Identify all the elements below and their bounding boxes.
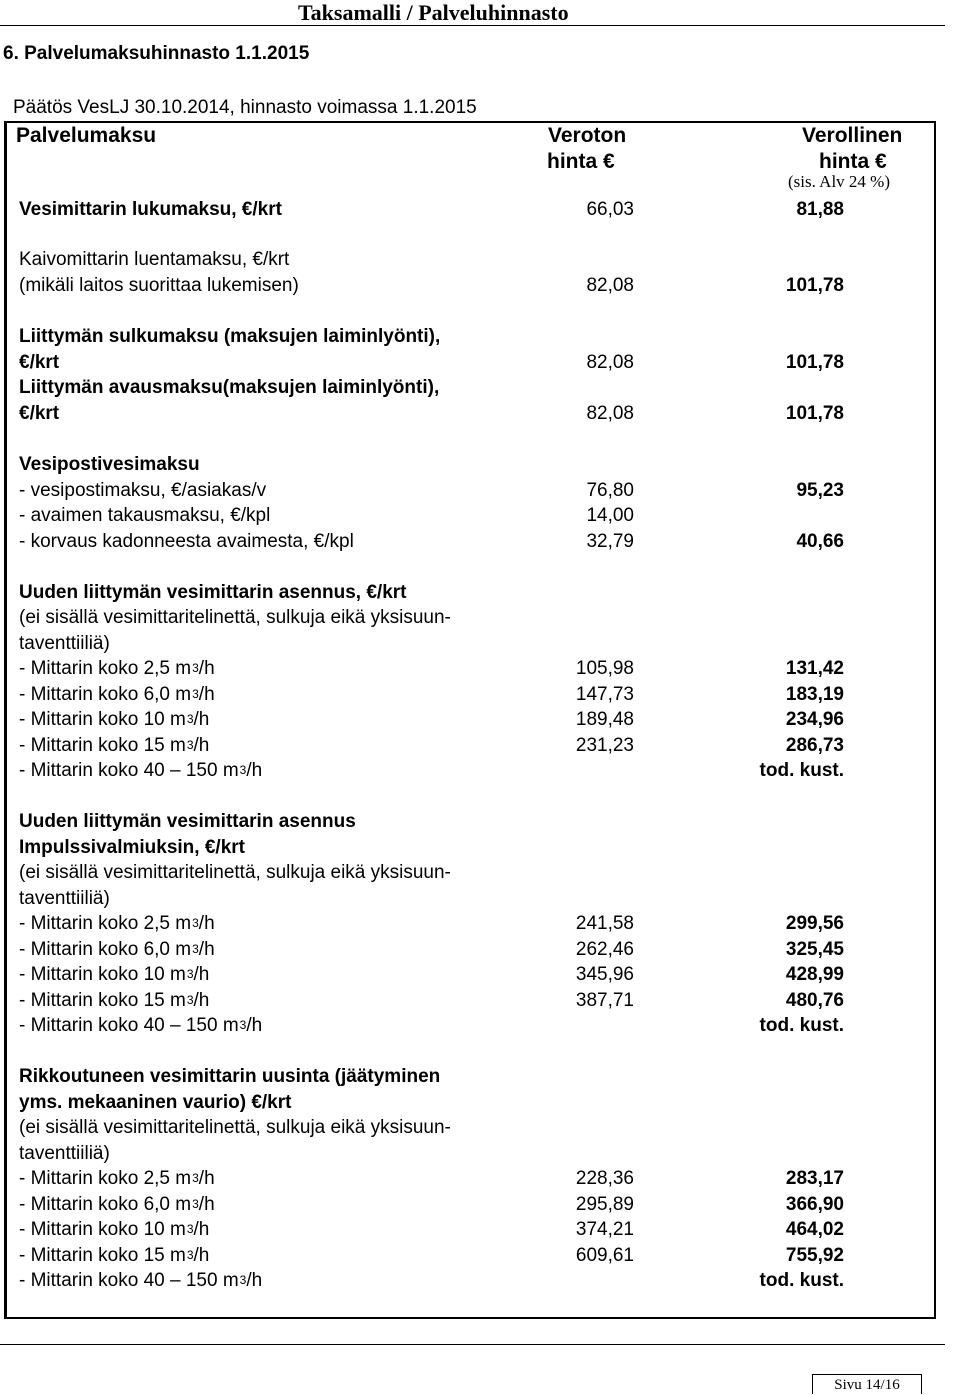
row-label: yms. mekaaninen vaurio) €/krt	[19, 1092, 292, 1113]
row-gross-price: 428,99	[785, 964, 844, 985]
row-label: Kaivomittarin luentamaksu, €/krt	[19, 249, 290, 270]
row-label: - Mittarin koko 6,0 $m^3/h$	[19, 939, 215, 960]
row-gross-price: 81,88	[796, 199, 844, 220]
row-net-price: 231,23	[575, 735, 634, 756]
row-gross-price: 101,78	[785, 275, 844, 296]
header-rule	[0, 25, 945, 26]
column-header-gross-line1: Verollinen	[802, 124, 903, 147]
row-net-price: 14,00	[586, 505, 634, 526]
document-title: 6. Palvelumaksuhinnasto 1.1.2015	[3, 43, 310, 64]
price-table	[4, 121, 936, 1319]
vat-note: (sis. Alv 24 %)	[788, 172, 890, 191]
row-label: - Mittarin koko 10 $m^3/h$	[19, 1219, 210, 1240]
row-label: Liittymän avausmaksu(maksujen laiminlyönti),	[19, 377, 440, 398]
row-net-price: 82,08	[586, 275, 634, 296]
row-net-price: 147,73	[575, 684, 634, 705]
row-label: - Mittarin koko 10 $m^3/h$	[19, 964, 210, 985]
row-net-price: 105,98	[575, 658, 634, 679]
row-label: taventtiiliä)	[19, 888, 110, 909]
row-net-price: 66,03	[586, 199, 634, 220]
row-gross-price: tod. kust.	[759, 1270, 844, 1291]
row-net-price: 82,08	[586, 403, 634, 424]
column-header-net-line1: Veroton	[548, 124, 627, 147]
row-label: - Mittarin koko 6,0 $m^3/h$	[19, 684, 215, 705]
row-gross-price: 131,42	[785, 658, 844, 679]
row-net-price: 262,46	[575, 939, 634, 960]
row-label: (ei sisällä vesimittaritelinettä, sulkuja eikä yksisuun-	[19, 1117, 451, 1138]
row-label: - avaimen takausmaksu, €/kpl	[19, 505, 271, 526]
row-gross-price: 286,73	[785, 735, 844, 756]
row-label: (mikäli laitos suorittaa lukemisen)	[19, 275, 299, 296]
row-label: - korvaus kadonneesta avaimesta, €/kpl	[19, 531, 354, 552]
row-gross-price: 366,90	[785, 1194, 844, 1215]
row-label: taventtiiliä)	[19, 633, 110, 654]
row-label: (ei sisällä vesimittaritelinettä, sulkuja eikä yksisuun-	[19, 862, 451, 883]
row-gross-price: tod. kust.	[759, 1015, 844, 1036]
row-label: €/krt	[19, 403, 60, 424]
row-gross-price: 183,19	[785, 684, 844, 705]
row-label: - Mittarin koko 15 $m^3/h$	[19, 1245, 210, 1266]
row-net-price: 345,96	[575, 964, 634, 985]
row-label: - Mittarin koko 40 – 150 $m^3/h$	[19, 760, 263, 781]
row-gross-price: 325,45	[785, 939, 844, 960]
row-label: - Mittarin koko 2,5 $m^3/h$	[19, 913, 215, 934]
row-net-price: 32,79	[586, 531, 634, 552]
column-header-service: Palvelumaksu	[16, 124, 157, 147]
row-gross-price: 299,56	[785, 913, 844, 934]
row-label: - Mittarin koko 10 $m^3/h$	[19, 709, 210, 730]
row-label: - Mittarin koko 15 $m^3/h$	[19, 735, 210, 756]
row-label: Vesimittarin lukumaksu, €/krt	[19, 199, 282, 220]
row-gross-price: 464,02	[785, 1219, 844, 1240]
row-gross-price: 480,76	[785, 990, 844, 1011]
row-label: - Mittarin koko 15 $m^3/h$	[19, 990, 210, 1011]
row-net-price: 374,21	[575, 1219, 634, 1240]
row-gross-price: 755,92	[785, 1245, 844, 1266]
row-gross-price: tod. kust.	[759, 760, 844, 781]
page-number: Sivu 14/16	[812, 1374, 922, 1394]
row-net-price: 609,61	[575, 1245, 634, 1266]
row-label: - Mittarin koko 40 – 150 $m^3/h$	[19, 1015, 263, 1036]
row-gross-price: 40,66	[796, 531, 844, 552]
row-label: €/krt	[19, 352, 60, 373]
row-label: Vesipostivesimaksu	[19, 454, 200, 475]
row-label: taventtiiliä)	[19, 1143, 110, 1164]
row-label: - Mittarin koko 6,0 $m^3/h$	[19, 1194, 215, 1215]
row-net-price: 295,89	[575, 1194, 634, 1215]
row-label: Rikkoutuneen vesimittarin uusinta (jäätyminen	[19, 1066, 441, 1087]
header-title: Taksamalli / Palveluhinnasto	[298, 0, 569, 25]
row-net-price: 228,36	[575, 1168, 634, 1189]
row-label: Impulssivalmiuksin, €/krt	[19, 837, 245, 858]
row-gross-price: 283,17	[785, 1168, 844, 1189]
column-header-net-line2: hinta €	[547, 150, 615, 173]
row-net-price: 76,80	[586, 480, 634, 501]
row-label: - vesipostimaksu, €/asiakas/v	[19, 480, 267, 501]
row-gross-price: 95,23	[796, 480, 844, 501]
row-label: - Mittarin koko 2,5 $m^3/h$	[19, 658, 215, 679]
row-label: Uuden liittymän vesimittarin asennus, €/krt	[19, 582, 407, 603]
row-label: - Mittarin koko 2,5 $m^3/h$	[19, 1168, 215, 1189]
decision-line: Päätös VesLJ 30.10.2014, hinnasto voimassa 1.1.2015	[13, 97, 477, 118]
row-label: (ei sisällä vesimittaritelinettä, sulkuja eikä yksisuun-	[19, 607, 451, 628]
row-gross-price: 101,78	[785, 352, 844, 373]
row-net-price: 189,48	[575, 709, 634, 730]
row-gross-price: 234,96	[785, 709, 844, 730]
row-net-price: 82,08	[586, 352, 634, 373]
row-label: Liittymän sulkumaksu (maksujen laiminlyönti),	[19, 326, 441, 347]
row-net-price: 241,58	[575, 913, 634, 934]
footer-rule	[0, 1344, 945, 1345]
row-gross-price: 101,78	[785, 403, 844, 424]
row-label: Uuden liittymän vesimittarin asennus	[19, 811, 356, 832]
column-header-gross-line2: hinta €	[819, 150, 887, 173]
row-net-price: 387,71	[575, 990, 634, 1011]
row-label: - Mittarin koko 40 – 150 $m^3/h$	[19, 1270, 263, 1291]
